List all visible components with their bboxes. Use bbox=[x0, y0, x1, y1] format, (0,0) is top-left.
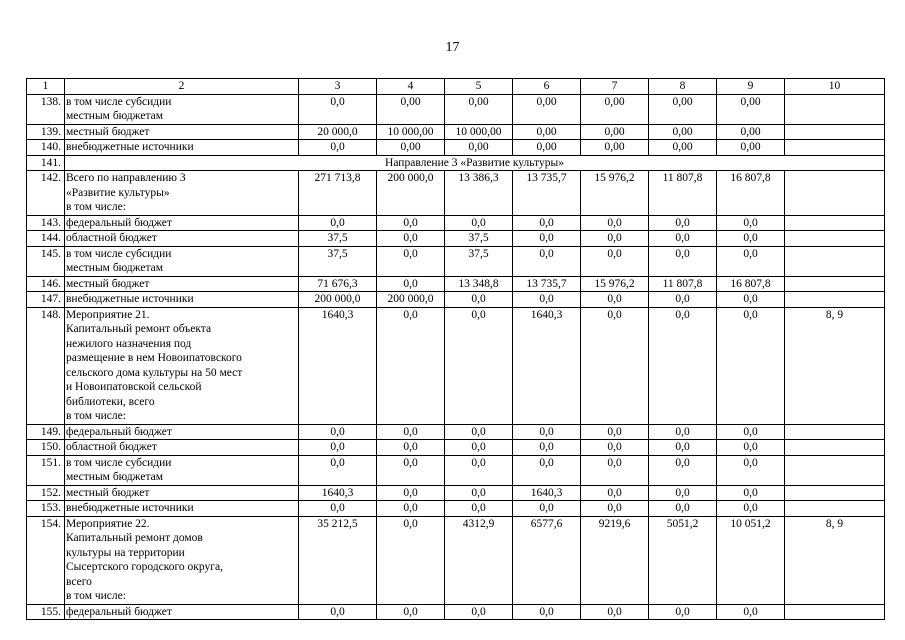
value-cell: 0,0 bbox=[649, 215, 717, 231]
value-cell: 0,0 bbox=[299, 424, 377, 440]
value-cell: 0,00 bbox=[377, 140, 445, 156]
value-cell: 0,0 bbox=[513, 292, 581, 308]
value-cell: 0,0 bbox=[513, 246, 581, 276]
table-row bbox=[27, 124, 885, 140]
value-cell: 20 000,0 bbox=[299, 124, 377, 140]
indicator-reference bbox=[785, 440, 885, 456]
row-number: 146. bbox=[27, 276, 65, 292]
value-cell: 0,0 bbox=[717, 215, 785, 231]
indicator-reference bbox=[785, 276, 885, 292]
budget-table bbox=[26, 78, 885, 620]
row-description: Мероприятие 22. Капитальный ремонт домов культуры на территории Сысертского городского округа, всего в том числе: bbox=[65, 516, 299, 604]
table-body bbox=[27, 79, 885, 620]
value-cell: 0,0 bbox=[377, 307, 445, 424]
row-description: областной бюджет bbox=[65, 440, 299, 456]
value-cell: 13 348,8 bbox=[445, 276, 513, 292]
indicator-reference: 8, 9 bbox=[785, 516, 885, 604]
value-cell: 0,0 bbox=[377, 516, 445, 604]
indicator-reference bbox=[785, 292, 885, 308]
value-cell: 271 713,8 bbox=[299, 171, 377, 216]
value-cell: 0,00 bbox=[445, 140, 513, 156]
value-cell: 0,0 bbox=[445, 440, 513, 456]
row-description: федеральный бюджет bbox=[65, 604, 299, 620]
value-cell: 15 976,2 bbox=[581, 171, 649, 216]
row-description: местный бюджет bbox=[65, 124, 299, 140]
value-cell: 0,0 bbox=[649, 307, 717, 424]
value-cell: 0,0 bbox=[649, 501, 717, 517]
table-row bbox=[27, 485, 885, 501]
table-row bbox=[27, 94, 885, 124]
row-description: федеральный бюджет bbox=[65, 215, 299, 231]
value-cell: 0,0 bbox=[649, 455, 717, 485]
column-header: 1 bbox=[27, 79, 65, 95]
value-cell: 10 000,00 bbox=[377, 124, 445, 140]
value-cell: 0,00 bbox=[513, 94, 581, 124]
indicator-reference bbox=[785, 140, 885, 156]
value-cell: 0,0 bbox=[581, 485, 649, 501]
value-cell: 37,5 bbox=[445, 246, 513, 276]
value-cell: 0,00 bbox=[377, 94, 445, 124]
value-cell: 11 807,8 bbox=[649, 276, 717, 292]
row-number: 153. bbox=[27, 501, 65, 517]
indicator-reference: 8, 9 bbox=[785, 307, 885, 424]
value-cell: 0,0 bbox=[717, 604, 785, 620]
indicator-reference bbox=[785, 171, 885, 216]
row-description: внебюджетные источники bbox=[65, 292, 299, 308]
value-cell: 15 976,2 bbox=[581, 276, 649, 292]
value-cell: 0,0 bbox=[581, 501, 649, 517]
value-cell: 0,0 bbox=[581, 231, 649, 247]
value-cell: 4312,9 bbox=[445, 516, 513, 604]
value-cell: 37,5 bbox=[299, 231, 377, 247]
value-cell: 0,0 bbox=[649, 246, 717, 276]
value-cell: 0,0 bbox=[445, 424, 513, 440]
value-cell: 0,0 bbox=[377, 231, 445, 247]
value-cell: 0,0 bbox=[445, 485, 513, 501]
value-cell: 0,0 bbox=[581, 215, 649, 231]
row-number: 144. bbox=[27, 231, 65, 247]
value-cell: 0,0 bbox=[717, 485, 785, 501]
table-row bbox=[27, 307, 885, 424]
value-cell: 16 807,8 bbox=[717, 171, 785, 216]
indicator-reference bbox=[785, 231, 885, 247]
row-number: 154. bbox=[27, 516, 65, 604]
row-description: Всего по направлению 3 «Развитие культуры» в том числе: bbox=[65, 171, 299, 216]
row-number: 140. bbox=[27, 140, 65, 156]
value-cell: 0,0 bbox=[717, 455, 785, 485]
value-cell: 0,0 bbox=[581, 246, 649, 276]
value-cell: 200 000,0 bbox=[299, 292, 377, 308]
value-cell: 0,0 bbox=[377, 246, 445, 276]
table-row bbox=[27, 246, 885, 276]
value-cell: 200 000,0 bbox=[377, 171, 445, 216]
page-number: 17 bbox=[445, 40, 460, 55]
value-cell: 37,5 bbox=[299, 246, 377, 276]
row-number: 143. bbox=[27, 215, 65, 231]
value-cell: 0,00 bbox=[445, 94, 513, 124]
value-cell: 0,0 bbox=[377, 455, 445, 485]
value-cell: 0,0 bbox=[649, 424, 717, 440]
row-number: 148. bbox=[27, 307, 65, 424]
value-cell: 0,0 bbox=[717, 292, 785, 308]
value-cell: 0,0 bbox=[513, 215, 581, 231]
value-cell: 0,0 bbox=[581, 292, 649, 308]
value-cell: 0,0 bbox=[717, 231, 785, 247]
value-cell: 0,0 bbox=[445, 501, 513, 517]
row-number: 142. bbox=[27, 171, 65, 216]
value-cell: 0,0 bbox=[299, 604, 377, 620]
value-cell: 37,5 bbox=[445, 231, 513, 247]
value-cell: 0,0 bbox=[377, 485, 445, 501]
value-cell: 0,0 bbox=[649, 485, 717, 501]
value-cell: 0,0 bbox=[377, 424, 445, 440]
value-cell: 0,00 bbox=[717, 140, 785, 156]
value-cell: 0,00 bbox=[513, 140, 581, 156]
row-description: местный бюджет bbox=[65, 485, 299, 501]
column-header: 8 bbox=[649, 79, 717, 95]
row-description: местный бюджет bbox=[65, 276, 299, 292]
row-number: 139. bbox=[27, 124, 65, 140]
column-header: 3 bbox=[299, 79, 377, 95]
value-cell: 0,0 bbox=[513, 231, 581, 247]
table-row bbox=[27, 231, 885, 247]
value-cell: 1640,3 bbox=[299, 307, 377, 424]
value-cell: 0,00 bbox=[581, 140, 649, 156]
row-description: Мероприятие 21. Капитальный ремонт объекта нежилого назначения под размещение в нем Новоипатовского сельского дома культуры на 50 мест и Новоипатовской сельской библиотеки, всего в том числе: bbox=[65, 307, 299, 424]
value-cell: 0,00 bbox=[649, 140, 717, 156]
row-description: внебюджетные источники bbox=[65, 140, 299, 156]
row-number: 141. bbox=[27, 155, 65, 171]
value-cell: 13 735,7 bbox=[513, 276, 581, 292]
value-cell: 0,0 bbox=[513, 455, 581, 485]
value-cell: 0,0 bbox=[581, 307, 649, 424]
value-cell: 0,0 bbox=[649, 440, 717, 456]
value-cell: 10 000,00 bbox=[445, 124, 513, 140]
value-cell: 0,00 bbox=[581, 94, 649, 124]
row-number: 152. bbox=[27, 485, 65, 501]
value-cell: 0,0 bbox=[445, 292, 513, 308]
indicator-reference bbox=[785, 215, 885, 231]
indicator-reference bbox=[785, 424, 885, 440]
value-cell: 9219,6 bbox=[581, 516, 649, 604]
value-cell: 0,0 bbox=[717, 440, 785, 456]
value-cell: 0,0 bbox=[581, 455, 649, 485]
indicator-reference bbox=[785, 455, 885, 485]
column-header: 7 bbox=[581, 79, 649, 95]
value-cell: 0,0 bbox=[513, 440, 581, 456]
value-cell: 0,0 bbox=[377, 604, 445, 620]
table-row bbox=[27, 440, 885, 456]
value-cell: 0,0 bbox=[377, 501, 445, 517]
value-cell: 0,0 bbox=[717, 307, 785, 424]
value-cell: 0,0 bbox=[299, 455, 377, 485]
value-cell: 0,0 bbox=[377, 440, 445, 456]
table-row bbox=[27, 424, 885, 440]
value-cell: 0,0 bbox=[717, 246, 785, 276]
value-cell: 0,0 bbox=[649, 292, 717, 308]
row-description: в том числе субсидии местным бюджетам bbox=[65, 246, 299, 276]
section-title: Направление 3 «Развитие культуры» bbox=[65, 155, 885, 171]
indicator-reference bbox=[785, 124, 885, 140]
value-cell: 0,0 bbox=[649, 604, 717, 620]
row-number: 150. bbox=[27, 440, 65, 456]
value-cell: 200 000,0 bbox=[377, 292, 445, 308]
value-cell: 0,0 bbox=[717, 424, 785, 440]
section-row bbox=[27, 155, 885, 171]
value-cell: 0,0 bbox=[299, 94, 377, 124]
row-number: 145. bbox=[27, 246, 65, 276]
table-row bbox=[27, 455, 885, 485]
value-cell: 10 051,2 bbox=[717, 516, 785, 604]
value-cell: 0,00 bbox=[513, 124, 581, 140]
table-header-row bbox=[27, 79, 885, 95]
value-cell: 0,0 bbox=[717, 501, 785, 517]
value-cell: 71 676,3 bbox=[299, 276, 377, 292]
value-cell: 0,0 bbox=[299, 501, 377, 517]
value-cell: 5051,2 bbox=[649, 516, 717, 604]
row-description: в том числе субсидии местным бюджетам bbox=[65, 94, 299, 124]
row-description: внебюджетные источники bbox=[65, 501, 299, 517]
row-description: областной бюджет bbox=[65, 231, 299, 247]
table-row bbox=[27, 171, 885, 216]
row-number: 147. bbox=[27, 292, 65, 308]
value-cell: 0,00 bbox=[717, 124, 785, 140]
row-number: 151. bbox=[27, 455, 65, 485]
value-cell: 0,0 bbox=[377, 215, 445, 231]
value-cell: 0,0 bbox=[581, 440, 649, 456]
column-header: 9 bbox=[717, 79, 785, 95]
table-row bbox=[27, 516, 885, 604]
value-cell: 13 735,7 bbox=[513, 171, 581, 216]
value-cell: 0,0 bbox=[513, 604, 581, 620]
value-cell: 35 212,5 bbox=[299, 516, 377, 604]
indicator-reference bbox=[785, 94, 885, 124]
table-row bbox=[27, 604, 885, 620]
value-cell: 1640,3 bbox=[513, 485, 581, 501]
column-header: 4 bbox=[377, 79, 445, 95]
value-cell: 0,0 bbox=[445, 604, 513, 620]
value-cell: 0,0 bbox=[445, 215, 513, 231]
value-cell: 0,0 bbox=[513, 424, 581, 440]
indicator-reference bbox=[785, 246, 885, 276]
table-row bbox=[27, 276, 885, 292]
column-header: 5 bbox=[445, 79, 513, 95]
value-cell: 0,00 bbox=[581, 124, 649, 140]
value-cell: 0,00 bbox=[649, 124, 717, 140]
column-header: 6 bbox=[513, 79, 581, 95]
value-cell: 0,0 bbox=[513, 501, 581, 517]
row-number: 155. bbox=[27, 604, 65, 620]
column-header: 10 bbox=[785, 79, 885, 95]
value-cell: 0,00 bbox=[717, 94, 785, 124]
indicator-reference bbox=[785, 501, 885, 517]
value-cell: 1640,3 bbox=[299, 485, 377, 501]
value-cell: 6577,6 bbox=[513, 516, 581, 604]
row-description: федеральный бюджет bbox=[65, 424, 299, 440]
row-description: в том числе субсидии местным бюджетам bbox=[65, 455, 299, 485]
value-cell: 11 807,8 bbox=[649, 171, 717, 216]
value-cell: 1640,3 bbox=[513, 307, 581, 424]
value-cell: 0,0 bbox=[581, 424, 649, 440]
value-cell: 0,0 bbox=[649, 231, 717, 247]
value-cell: 0,0 bbox=[581, 604, 649, 620]
indicator-reference bbox=[785, 485, 885, 501]
value-cell: 0,0 bbox=[445, 307, 513, 424]
indicator-reference bbox=[785, 604, 885, 620]
column-header: 2 bbox=[65, 79, 299, 95]
table-row bbox=[27, 501, 885, 517]
value-cell: 0,0 bbox=[299, 440, 377, 456]
value-cell: 0,0 bbox=[377, 276, 445, 292]
row-number: 149. bbox=[27, 424, 65, 440]
value-cell: 0,0 bbox=[445, 455, 513, 485]
table-row bbox=[27, 215, 885, 231]
table-row bbox=[27, 292, 885, 308]
value-cell: 16 807,8 bbox=[717, 276, 785, 292]
value-cell: 0,0 bbox=[299, 140, 377, 156]
table-row bbox=[27, 140, 885, 156]
value-cell: 13 386,3 bbox=[445, 171, 513, 216]
row-number: 138. bbox=[27, 94, 65, 124]
value-cell: 0,00 bbox=[649, 94, 717, 124]
value-cell: 0,0 bbox=[299, 215, 377, 231]
